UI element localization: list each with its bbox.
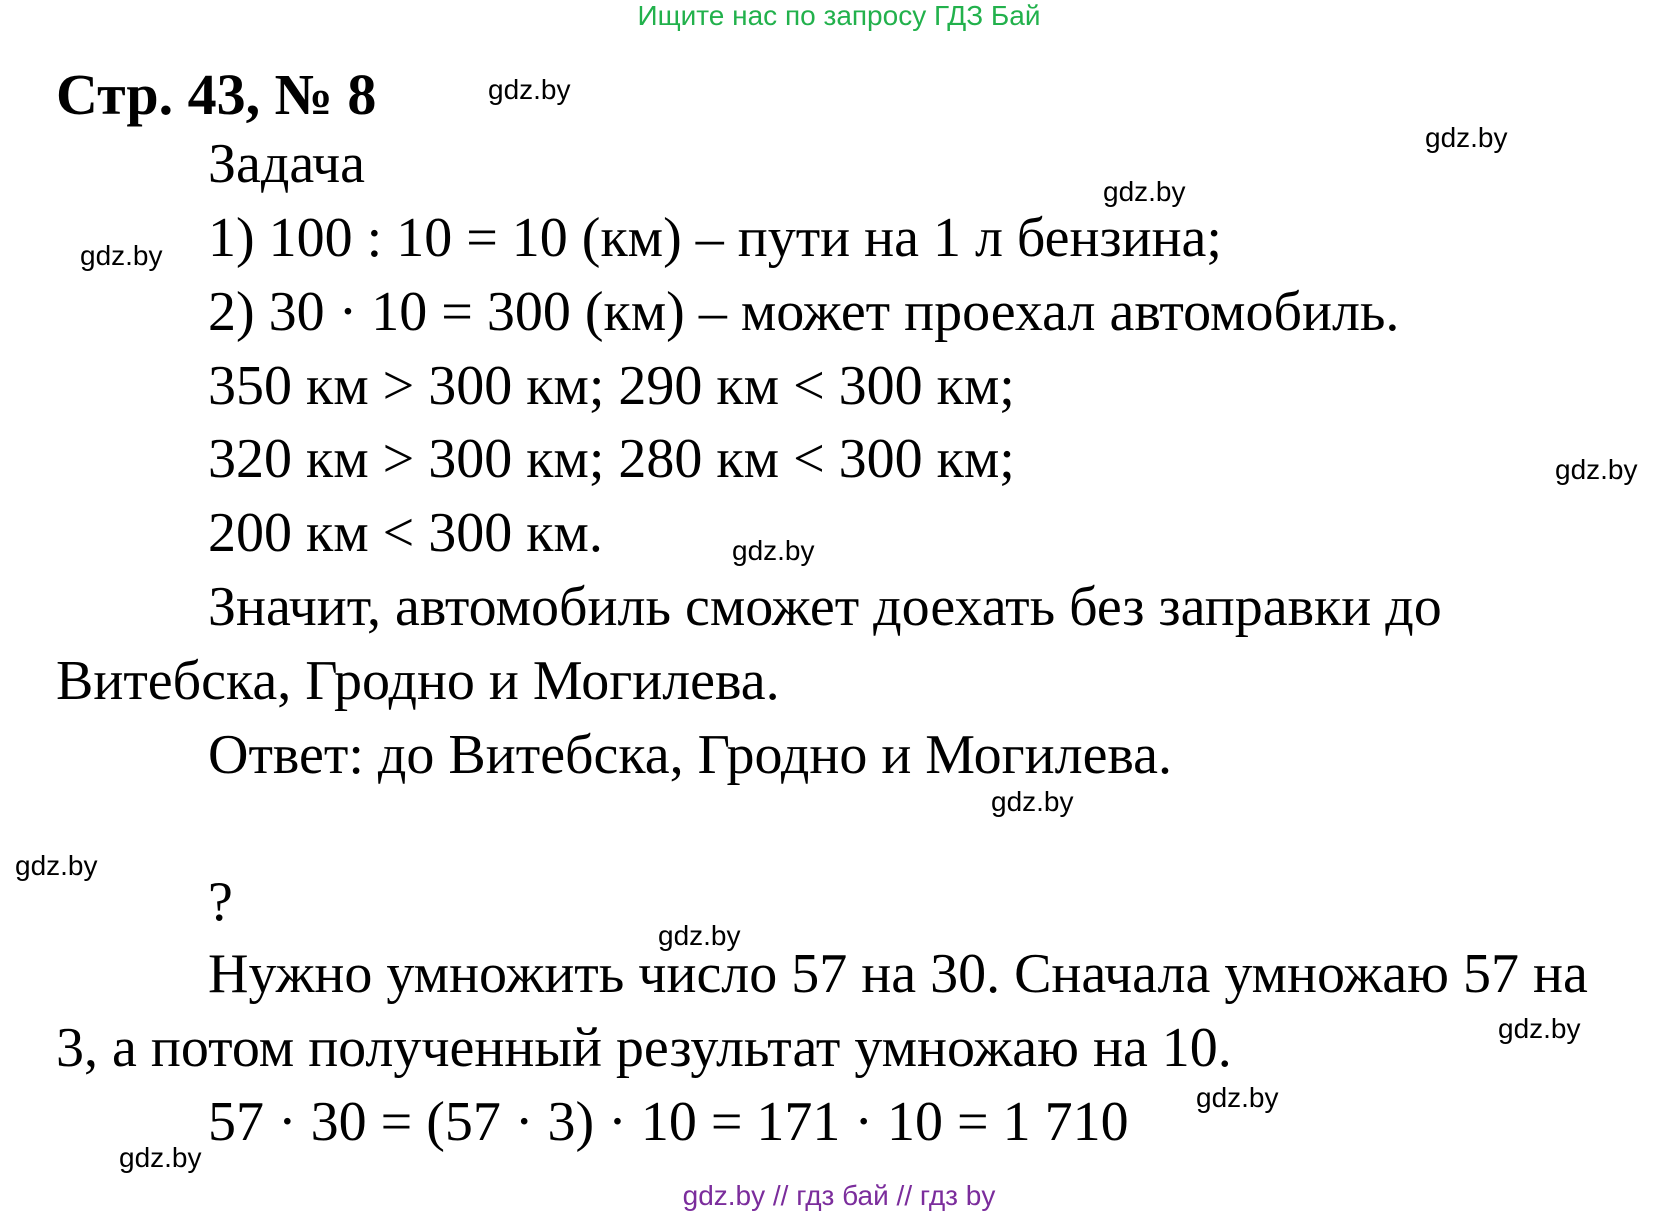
watermark: gdz.by: [658, 920, 741, 951]
solution-step-2: 2) 30 · 10 = 300 (км) – может проехал автомобиль.: [208, 281, 1400, 343]
solution-step-1: 1) 100 : 10 = 10 (км) – пути на 1 л бензина;: [208, 207, 1222, 269]
watermark: gdz.by: [732, 535, 815, 566]
footer-links: gdz.by // гдз бай // гдз by: [682, 1180, 996, 1211]
explanation-line-2: 3, а потом полученный результат умножаю на 10.: [56, 1017, 1232, 1079]
explanation-line-1: Нужно умножить число 57 на 30. Сначала умножаю 57 на: [208, 943, 1588, 1005]
top-banner: Ищите нас по запросу ГДЗ Бай: [637, 0, 1041, 31]
watermark: gdz.by: [80, 240, 163, 271]
answer-line: Ответ: до Витебска, Гродно и Могилева.: [208, 724, 1172, 786]
comparison-line-2: 320 км > 300 км; 280 км < 300 км;: [208, 428, 1015, 490]
watermark: gdz.by: [991, 786, 1074, 817]
comparison-line-1: 350 км > 300 км; 290 км < 300 км;: [208, 355, 1015, 417]
watermark: gdz.by: [488, 74, 571, 105]
calculation-line: 57 · 30 = (57 · 3) · 10 = 171 · 10 = 1 710: [208, 1091, 1129, 1153]
question-mark: ?: [208, 871, 233, 933]
watermark: gdz.by: [1498, 1013, 1581, 1044]
watermark: gdz.by: [15, 850, 98, 881]
conclusion-line-1: Значит, автомобиль сможет доехать без заправки до: [208, 576, 1442, 638]
watermark: gdz.by: [119, 1142, 202, 1173]
watermark: gdz.by: [1196, 1082, 1279, 1113]
watermark: gdz.by: [1103, 176, 1186, 207]
watermark: gdz.by: [1425, 122, 1508, 153]
watermark: gdz.by: [1555, 454, 1638, 485]
comparison-line-3: 200 км < 300 км.: [208, 502, 603, 564]
page-heading: Стр. 43, № 8: [56, 62, 377, 127]
conclusion-line-2: Витебска, Гродно и Могилева.: [56, 650, 780, 712]
task-title: Задача: [208, 133, 366, 195]
